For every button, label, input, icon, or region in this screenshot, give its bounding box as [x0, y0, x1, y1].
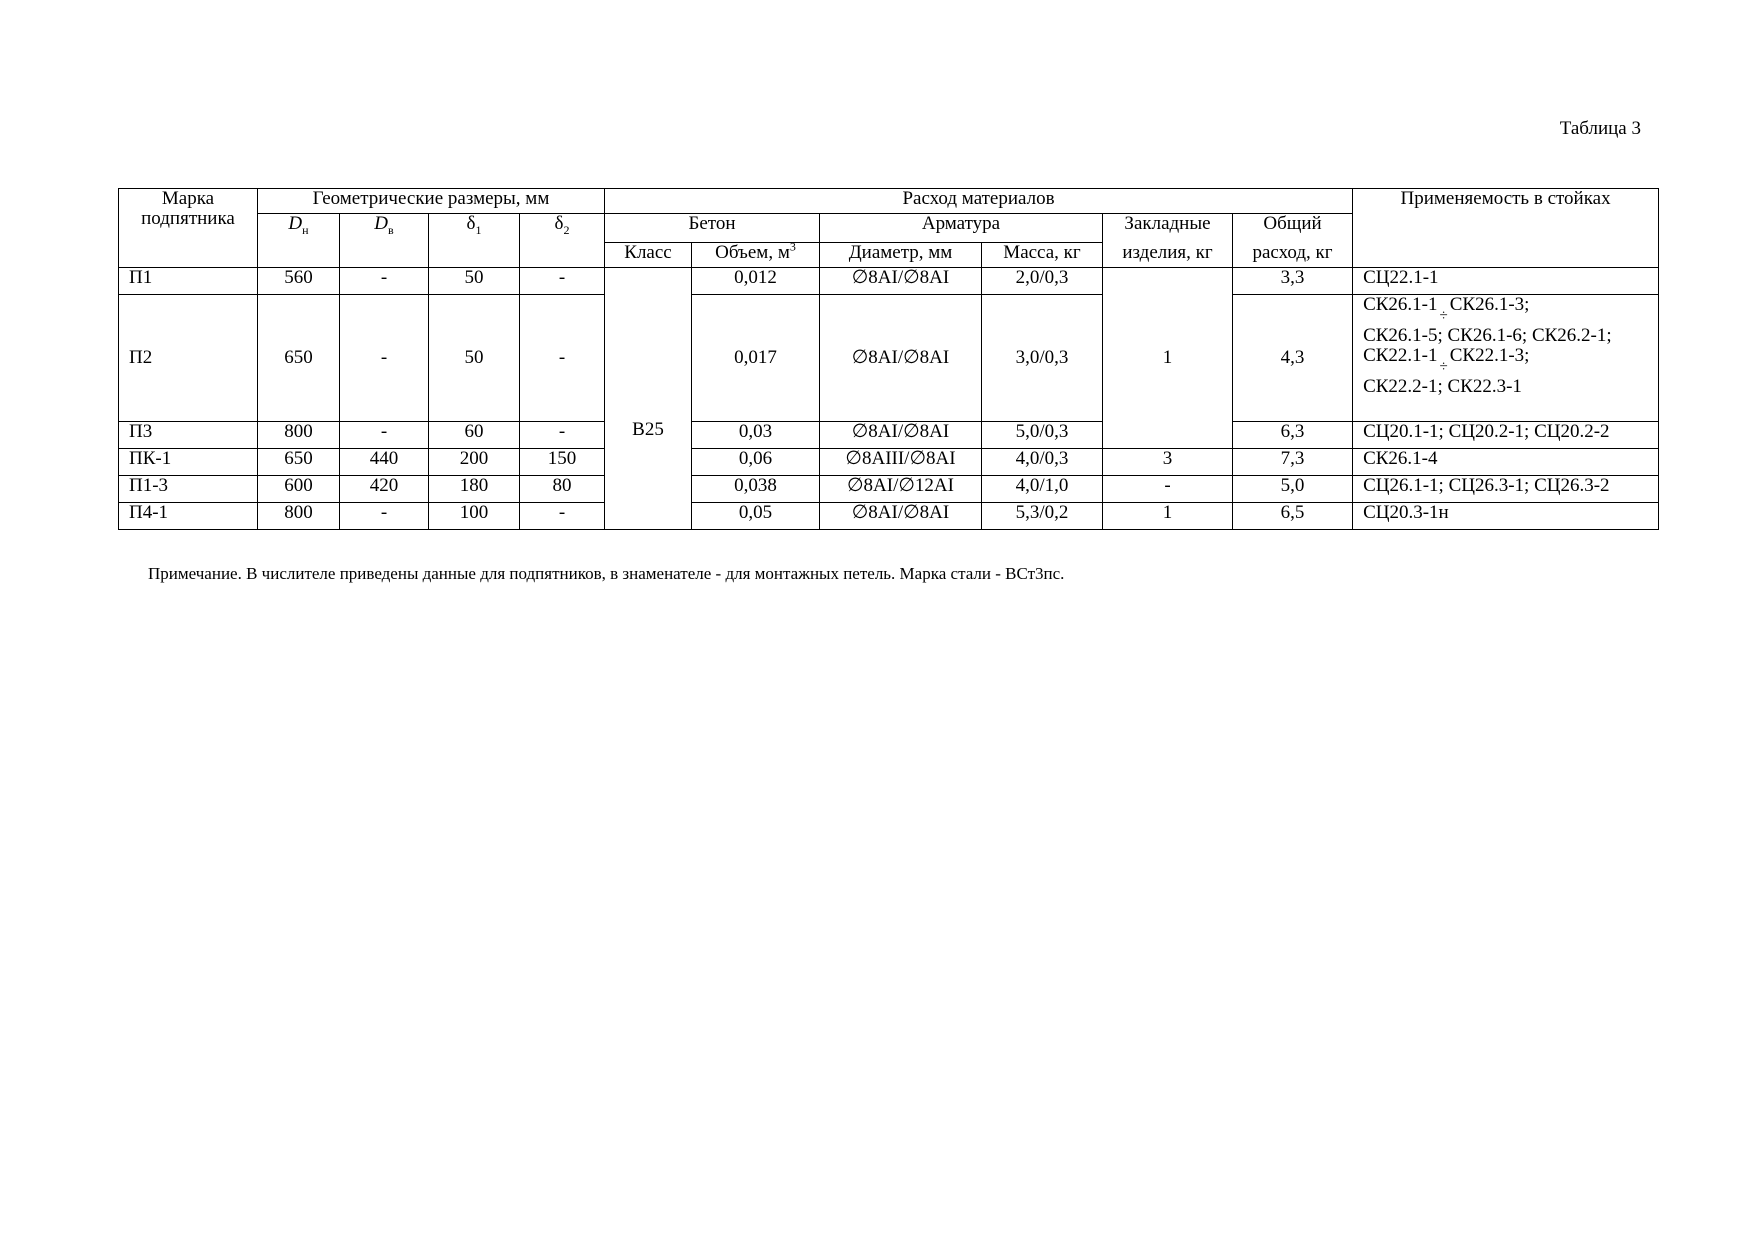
- cell-mark: П4-1: [119, 503, 258, 530]
- cell-d1: 60: [429, 422, 520, 449]
- cell-d1: 50: [429, 295, 520, 422]
- cell-volume: 0,06: [692, 449, 820, 476]
- table-row: [119, 449, 1659, 476]
- cell-dv: -: [340, 422, 429, 449]
- header-obsh-top: Общий: [1233, 214, 1353, 243]
- header-massa: Масса, кг: [982, 243, 1103, 268]
- cell-total: 3,3: [1233, 268, 1353, 295]
- cell-dn: 800: [258, 503, 340, 530]
- cell-diameter: ∅8AI/∅8AI: [820, 503, 982, 530]
- cell-dn: 600: [258, 476, 340, 503]
- header-beton: Бетон: [605, 214, 820, 243]
- table-note: Примечание. В числителе приведены данные для подпятников, в знаменателе - для монтажных петель. Марка стали - ВСт3пс.: [148, 564, 1065, 583]
- cell-d1: 50: [429, 268, 520, 295]
- cell-d1: 180: [429, 476, 520, 503]
- cell-d2: 80: [520, 476, 605, 503]
- cell-mark: П3: [119, 422, 258, 449]
- cell-mass: 4,0/0,3: [982, 449, 1103, 476]
- table-row: [119, 476, 1659, 503]
- cell-diameter: ∅8AI/∅8AI: [820, 422, 982, 449]
- cell-embedded: 1: [1103, 268, 1233, 449]
- cell-mark: П1-3: [119, 476, 258, 503]
- cell-volume: 0,038: [692, 476, 820, 503]
- table-row: [119, 268, 1659, 295]
- cell-diameter: ∅8AI/∅8AI: [820, 268, 982, 295]
- table-row: [119, 422, 1659, 449]
- cell-applicability: СЦ20.3-1н: [1353, 503, 1659, 530]
- table-row: [119, 295, 1659, 422]
- cell-volume: 0,017: [692, 295, 820, 422]
- cell-d2: -: [520, 503, 605, 530]
- header-primen: Применяемость в стойках: [1353, 189, 1659, 268]
- cell-diameter: ∅8AI/∅8AI: [820, 295, 982, 422]
- cell-dv: 420: [340, 476, 429, 503]
- cell-volume: 0,012: [692, 268, 820, 295]
- cell-d2: -: [520, 422, 605, 449]
- cell-applicability: СЦ22.1-1: [1353, 268, 1659, 295]
- cell-mass: 5,3/0,2: [982, 503, 1103, 530]
- header-diametr: Диаметр, мм: [820, 243, 982, 268]
- cell-embedded: 1: [1103, 503, 1233, 530]
- table-caption: Таблица 3: [1559, 118, 1641, 139]
- cell-total: 6,3: [1233, 422, 1353, 449]
- cell-total: 4,3: [1233, 295, 1353, 422]
- cell-total: 5,0: [1233, 476, 1353, 503]
- cell-applicability: СЦ26.1-1; СЦ26.3-1; СЦ26.3-2: [1353, 476, 1659, 503]
- cell-mass: 5,0/0,3: [982, 422, 1103, 449]
- header-geom: Геометрические размеры, мм: [258, 189, 605, 214]
- cell-total: 6,5: [1233, 503, 1353, 530]
- header-delta2: $\delta_2$: [520, 214, 605, 268]
- materials-table: [118, 188, 1659, 530]
- cell-total: 7,3: [1233, 449, 1353, 476]
- cell-mark: П1: [119, 268, 258, 295]
- header-marka: Марка подпятника: [119, 189, 258, 268]
- cell-applicability: $СК26.1-1_\div СК26.1-3$; СК26.1-5; СК26.1-6; СК26.2-1; $СК22.1-1_\div СК22.1-3$; СК22.2-1; СК22.3-1: [1353, 295, 1659, 422]
- cell-dn: 650: [258, 295, 340, 422]
- cell-embedded: -: [1103, 476, 1233, 503]
- cell-mark: П2: [119, 295, 258, 422]
- cell-dn: 650: [258, 449, 340, 476]
- header-klass: Класс: [605, 243, 692, 268]
- cell-volume: 0,03: [692, 422, 820, 449]
- cell-dv: -: [340, 295, 429, 422]
- cell-mass: 2,0/0,3: [982, 268, 1103, 295]
- cell-mass: 4,0/1,0: [982, 476, 1103, 503]
- header-delta1: $\delta_1$: [429, 214, 520, 268]
- cell-d1: 200: [429, 449, 520, 476]
- cell-dn: 560: [258, 268, 340, 295]
- cell-d2: -: [520, 268, 605, 295]
- header-zakl-bot: изделия, кг: [1103, 243, 1233, 268]
- header-dv: $D_в$: [340, 214, 429, 268]
- cell-d1: 100: [429, 503, 520, 530]
- header-obem: Объем, $м^3$: [692, 243, 820, 268]
- header-rashod: Расход материалов: [605, 189, 1353, 214]
- cell-d2: -: [520, 295, 605, 422]
- cell-dn: 800: [258, 422, 340, 449]
- cell-mark: ПК-1: [119, 449, 258, 476]
- cell-mass: 3,0/0,3: [982, 295, 1103, 422]
- cell-volume: 0,05: [692, 503, 820, 530]
- header-dn: $D_н$: [258, 214, 340, 268]
- cell-concrete-class: В25: [605, 268, 692, 530]
- cell-embedded: 3: [1103, 449, 1233, 476]
- cell-applicability: СК26.1-4: [1353, 449, 1659, 476]
- cell-applicability: СЦ20.1-1; СЦ20.2-1; СЦ20.2-2: [1353, 422, 1659, 449]
- header-zakl-top: Закладные: [1103, 214, 1233, 243]
- cell-dv: 440: [340, 449, 429, 476]
- cell-d2: 150: [520, 449, 605, 476]
- cell-diameter: ∅8AIII/∅8AI: [820, 449, 982, 476]
- cell-dv: -: [340, 503, 429, 530]
- cell-diameter: ∅8AI/∅12AI: [820, 476, 982, 503]
- header-armatura: Арматура: [820, 214, 1103, 243]
- cell-dv: -: [340, 268, 429, 295]
- table-row: [119, 503, 1659, 530]
- header-obsh-bot: расход, кг: [1233, 243, 1353, 268]
